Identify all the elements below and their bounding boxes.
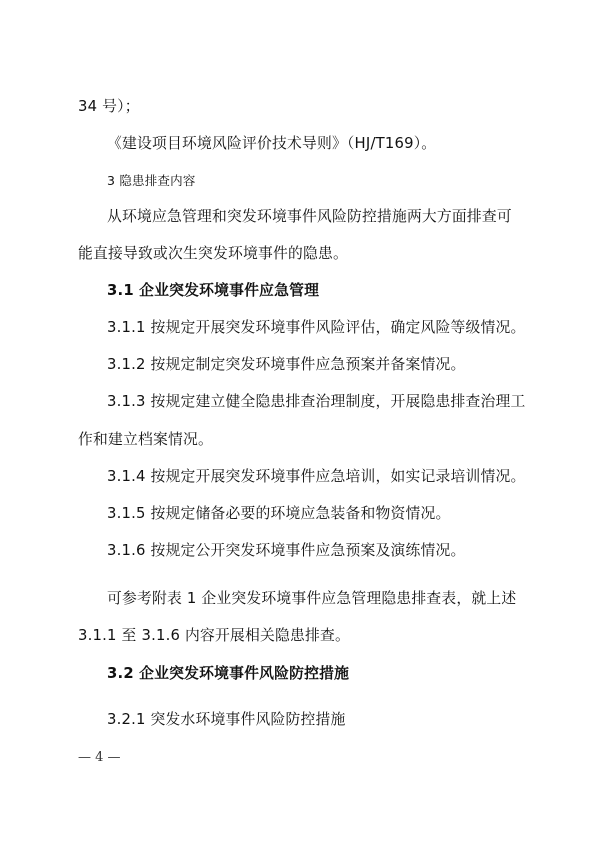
text-line-15: 3.1.1 至 3.1.6 内容开展相关隐患排查。 bbox=[78, 627, 350, 644]
item-3-2-1: 3.2.1 突发水环境事件风险防控措施 bbox=[107, 711, 346, 728]
item-3-1-1: 3.1.1 按规定开展突发环境事件风险评估，确定风险等级情况。 bbox=[107, 319, 526, 336]
text-line-1: 34 号）； bbox=[78, 98, 140, 115]
section-3-2-heading: 3.2 企业突发环境事件风险防控措施 bbox=[107, 665, 350, 682]
text-line-14: 可参考附表 1 企业突发环境事件应急管理隐患排查表，就上述 bbox=[107, 590, 517, 607]
text-line-5: 能直接导致或次生突发环境事件的隐患。 bbox=[78, 245, 348, 262]
item-3-1-3-cont: 作和建立档案情况。 bbox=[78, 431, 213, 448]
item-3-1-2: 3.1.2 按规定制定突发环境事件应急预案并备案情况。 bbox=[107, 356, 466, 373]
page-number: — 4 — bbox=[78, 750, 121, 765]
section-3-1-heading: 3.1 企业突发环境事件应急管理 bbox=[107, 282, 320, 299]
item-3-1-6: 3.1.6 按规定公开突发环境事件应急预案及演练情况。 bbox=[107, 542, 466, 559]
section-3-heading: 3 隐患排查内容 bbox=[107, 173, 196, 188]
text-line-2: 《建设项目环境风险评价技术导则》（HJ/T169）。 bbox=[107, 135, 437, 152]
item-3-1-5: 3.1.5 按规定储备必要的环境应急装备和物资情况。 bbox=[107, 505, 451, 522]
item-3-1-3: 3.1.3 按规定建立健全隐患排查治理制度，开展隐患排查治理工 bbox=[107, 393, 526, 410]
text-line-4: 从环境应急管理和突发环境事件风险防控措施两大方面排查可 bbox=[107, 208, 512, 225]
item-3-1-4: 3.1.4 按规定开展突发环境事件应急培训，如实记录培训情况。 bbox=[107, 468, 526, 485]
